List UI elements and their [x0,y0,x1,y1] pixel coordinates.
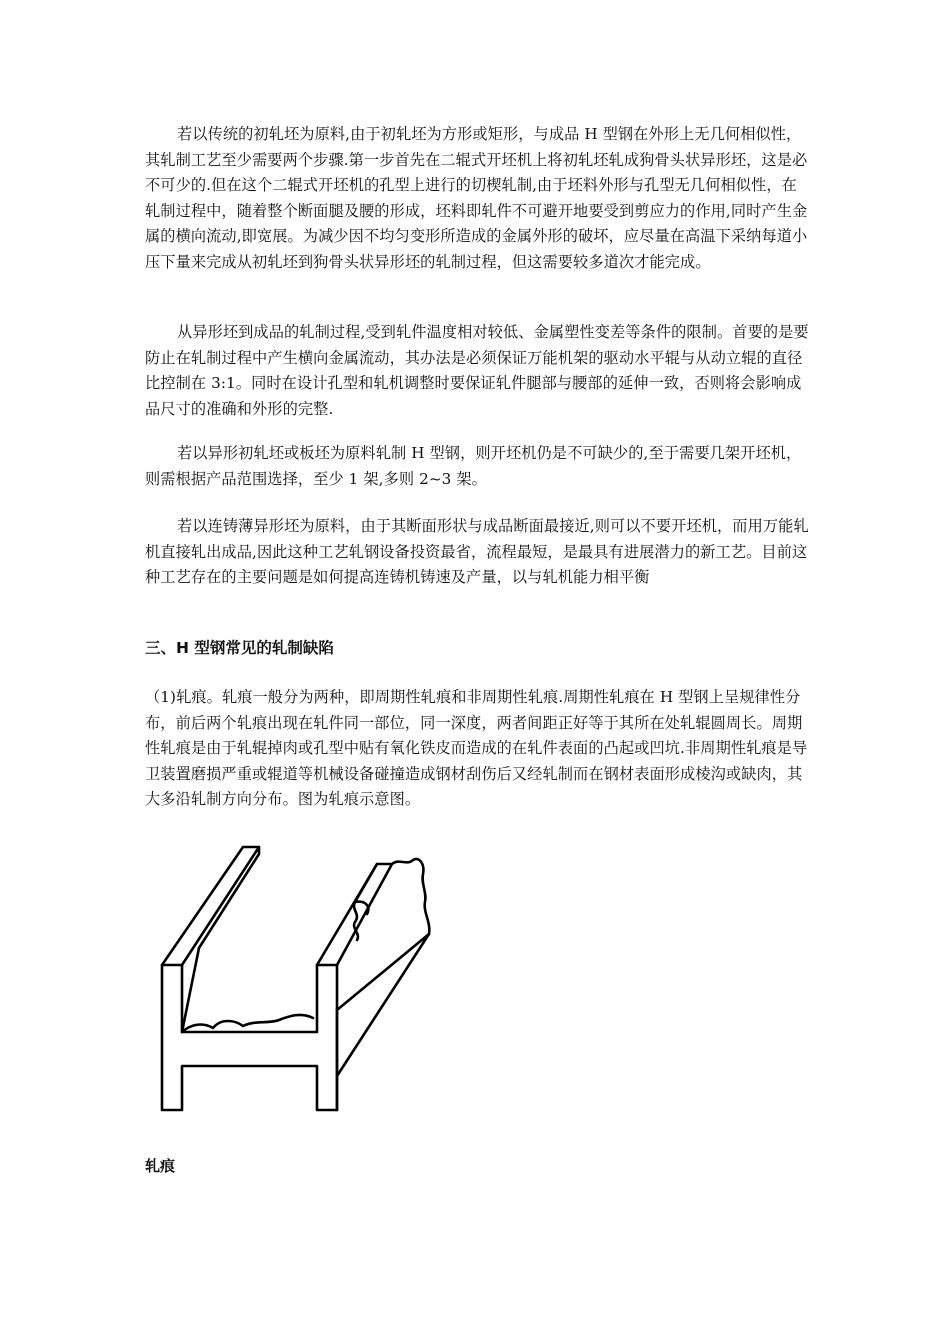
section-heading: 三、H 型钢常见的轧制缺陷 [145,639,334,657]
paragraph-blooming-mill: 若以异形初轧坯或板坯为原料轧制 H 型钢，则开坯机仍是不可缺少的,至于需要几架开坯机，则需根据产品范围选择，至少 1 架,多则 2~3 架。 [145,444,802,488]
paragraph-roll-mark-defect: （1)轧痕。轧痕一般分为两种，即周期性轧痕和非周期性轧痕.周期性轧痕在 H 型钢上呈规律性分布，前后两个轧痕出现在轧件同一部位，同一深度，两者间距正好等于其所在处轧辊圆周长。周期性轧痕是由于轧辊掉肉或孔型中贴有氧化铁皮而造成的在轧件表面的凸起或凹坑.非周期性轧痕是导卫装置磨损严重或辊道等机械设备碰撞造成钢材刮伤后又经轧制而在钢材表面形成棱沟或缺肉，其大多沿轧制方向分布。图为轧痕示意图。 [145,688,808,809]
figure-caption: 轧痕 [145,1157,176,1175]
h-beam-roll-mark-illustration [155,842,440,1114]
paragraph-shaped-blank-rolling: 从异形坯到成品的轧制过程,受到轧件温度相对较低、金属塑性变差等条件的限制。首要的是要防止在轧制过程中产生横向金属流动，其办法是必须保证万能机架的驱动水平辊与从动立辊的直径比控制在 3:1。同时在设计孔型和轧机调整时要保证轧件腿部与腰部的延伸一致，否则将会影响成品尺寸的准确和外形的完整. [145,323,809,418]
paragraph-continuous-casting: 若以连铸薄异形坯为原料，由于其断面形状与成品断面最接近,则可以不要开坯机，而用万能轧机直接轧出成品,因此这种工艺轧钢设备投资最省，流程最短，是最具有进展潜力的新工艺。目前这种工艺存在的主要问题是如何提高连铸机铸速及产量，以与轧机能力相平衡 [145,517,809,587]
paragraph-billet-rolling: 若以传统的初轧坯为原料,由于初轧坯为方形或矩形，与成品 H 型钢在外形上无几何相似性，其轧制工艺至少需要两个步骤.第一步首先在二辊式开坯机上将初轧坯轧成狗骨头状异形坯，这是必不可少的.但在这个二辊式开坯机的孔型上进行的切楔轧制,由于坯料外形与孔型无几何相似性，在轧制过程中，随着整个断面腿及腰的形成，坯料即轧件不可避开地要受到剪应力的作用,同时产生金属的横向流动,即宽展。为减少因不均匀变形所造成的金属外形的破坏，应尽量在高温下采纳每道小压下量来完成从初轧坯到狗骨头状异形坯的轧制过程，但这需要较多道次才能完成。 [145,125,808,271]
